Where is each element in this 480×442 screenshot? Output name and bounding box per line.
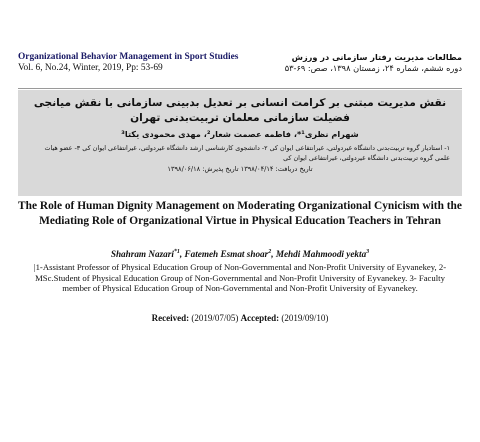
author-name: Shahram Nazari (110, 249, 174, 259)
journal-header-persian (242, 52, 462, 74)
author-name: Fatemeh Esmat shoar (184, 249, 269, 259)
english-dates (18, 313, 462, 324)
journal-issue-english: Vol. 6, No.24, Winter, 2019, Pp: 53-69 (18, 63, 163, 73)
received-date: (2019/07/05) (191, 313, 239, 323)
accepted-label: Accepted: (240, 313, 280, 323)
header-divider (18, 88, 462, 89)
journal-title-persian: مطالعات مدیریت رفتار سازمانی در ورزش (291, 52, 462, 62)
author-name: Mehdi Mahmoodi yekta (275, 249, 367, 259)
english-article-title: The Role of Human Dignity Management on Moderating Organizational Cynicism with the Mediating Role of Organizational Virtue in Physical Education Teachers in Tehran (18, 200, 462, 227)
journal-issue-persian: دوره ششم، شماره ۲۴، زمستان ۱۳۹۸، صص: ۶۹-۵۳ (284, 63, 462, 73)
author-sup: 3 (366, 248, 370, 255)
persian-article-title: نقش مدیریت مبتنی بر کرامت انسانی بر تعدیل بدبینی سازمانی با نقش میانجی فضیلت سازمانی معلمان تربیت‌بدنی تهران (33, 97, 447, 124)
journal-title-english: Organizational Behavior Management in Sport Studies (18, 52, 239, 62)
author-sup: *1 (173, 248, 180, 255)
persian-affiliations: ۱- استادیار گروه تربیت‌بدنی دانشگاه غیردولتی، غیرانتفاعی ایوان کی ۲- دانشجوی کارشناسی ارشد دانشگاه غیردولتی، غیرانتفاعی ایوان کی ۳- عضو هیات علمی گروه تربیت‌بدنی دانشگاه غیردولتی، غیرانتفاعی ایوان کی (44, 144, 450, 162)
persian-dates: تاریخ دریافت: ۱۳۹۸/۰۴/۱۴ تاریخ پذیرش: ۱۳۹۸/۰۶/۱۸ (167, 165, 313, 173)
persian-title-block (18, 90, 462, 196)
accepted-date: (2019/09/10) (281, 313, 329, 323)
english-authors: Shahram Nazari$^{*1}$, Fatemeh Esmat shoar$^2$, Mehdi Mahmoodi yekta$^3$ (110, 248, 370, 259)
received-label: Received: (151, 313, 190, 323)
persian-authors: شهرام نظری¹*، فاطمه عصمت شعار²، مهدی محمودی یکتا³ (121, 129, 359, 139)
journal-header-english (18, 52, 248, 74)
english-affiliations: |1-Assistant Professor of Physical Education Group of Non-Governmental and Non-Profit University of Eyvanekey, 2-MSc.Student of Physical Education Group of Non-Governmental and Non-Profit University of Eyvanekey. 3- Faculty member of Physical Education Group of Non-Governmental and Non-Profit University of Eyvanekey. (33, 262, 447, 293)
author-sup: 2 (268, 248, 272, 255)
